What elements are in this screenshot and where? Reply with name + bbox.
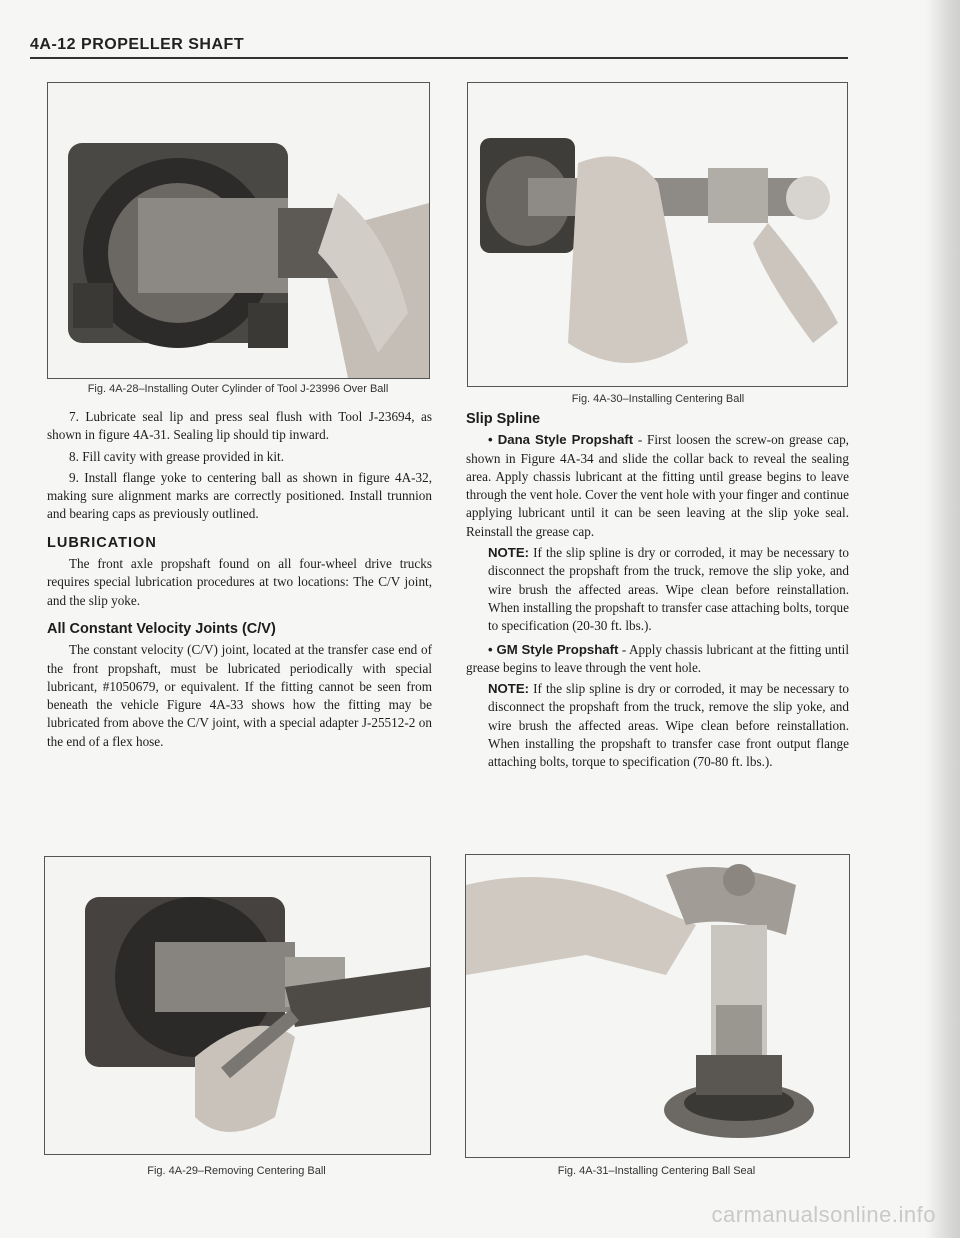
gm-label: • GM Style Propshaft — [488, 641, 619, 657]
page-edge-shadow — [926, 0, 960, 1238]
step-9: 9. Install flange yoke to centering ball as shown in figure 4A-32, making sure alignment marks are correctly positioned. Install trunnion and bearing caps as previously outlined. — [47, 469, 432, 522]
figure-4a-29-photo — [44, 856, 431, 1155]
tool-photo-illustration — [45, 857, 430, 1154]
step-7: 7. Lubricate seal lip and press seal flush with Tool J-23694, as shown in figure 4A-31. Sealing lip should tip inward. — [47, 409, 432, 443]
cv-heading: All Constant Velocity Joints (C/V) — [47, 620, 276, 637]
watermark: carmanualsonline.info — [711, 1202, 936, 1227]
note-2-text: If the slip spline is dry or corroded, it may be necessary to disconnect the propshaft from the truck, remove the slip yoke, and wire brush the affected areas. Wipe clean before reinstallation. When installing the propshaft to transfer case front output flange attaching bolts, torque to specification (70-80 ft. lbs.). — [488, 681, 849, 770]
figure-caption: Fig. 4A-31–Installing Centering Ball Seal — [557, 1165, 756, 1177]
figure-caption: Fig. 4A-28–Installing Outer Cylinder of Tool J-23996 Over Ball — [87, 383, 389, 395]
note-label: NOTE: — [488, 681, 530, 697]
dana-text: - First loosen the screw-on grease cap, shown in Figure 4A-34 and slide the collar back to reveal the sealing area. Apply chassis lubricant at the fitting until grease begins to leave through the vent hole. Cover the vent hole with your finger and continue applying lubricant until it can be seen leaving at the slip yoke seal. Reinstall the grease cap. — [466, 432, 849, 539]
lubrication-paragraph: The front axle propshaft found on all four-wheel drive trucks requires special lubrication procedures at two locations: The C/V joint, and the slip yoke. — [47, 556, 432, 608]
dana-label: • Dana Style Propshaft — [488, 432, 634, 448]
figure-4a-28-photo — [47, 82, 430, 379]
note-label: NOTE: — [488, 545, 530, 561]
note-1 — [488, 544, 849, 635]
figure-4a-31-photo — [465, 854, 850, 1158]
note-2 — [488, 680, 849, 771]
figure-caption: Fig. 4A-30–Installing Centering Ball — [571, 393, 745, 405]
figure-caption: Fig. 4A-29–Removing Centering Ball — [147, 1165, 326, 1177]
tool-photo-illustration — [468, 83, 847, 386]
step-8: 8. Fill cavity with grease provided in kit. — [69, 448, 284, 464]
left-text-column — [47, 408, 432, 754]
cv-paragraph: The constant velocity (C/V) joint, located at the transfer case end of the front propshaft, must be lubricated periodically with special lubricant, #1050679, or equivalent. If the fitting cannot be seen from beneath the vehicle Figure 4A-33 shows how the fitting may be lubricated from above the C/V joint, with a special adapter J-25512-2 on the end of a flex hose. — [47, 642, 432, 749]
dana-paragraph — [466, 431, 849, 541]
figure-4a-30-photo — [467, 82, 848, 387]
header-rule — [30, 57, 848, 59]
page-header: 4A-12 PROPELLER SHAFT — [30, 36, 245, 53]
note-1-text: If the slip spline is dry or corroded, it may be necessary to disconnect the propshaft from the truck, remove the slip yoke, and wire brush the affected areas. Wipe clean before reinstallation. When installing the propshaft to transfer case attaching bolts, torque to specification (20-30 ft. lbs.). — [488, 545, 849, 634]
slip-spline-heading: Slip Spline — [466, 411, 541, 427]
tool-photo-illustration — [48, 83, 429, 378]
tool-photo-illustration — [466, 855, 849, 1157]
gm-text: - Apply chassis lubricant at the fitting until grease begins to leave through the vent hole. — [466, 641, 850, 675]
lubrication-heading: LUBRICATION — [47, 534, 157, 551]
gm-paragraph — [466, 641, 849, 678]
right-text-column — [466, 410, 849, 777]
